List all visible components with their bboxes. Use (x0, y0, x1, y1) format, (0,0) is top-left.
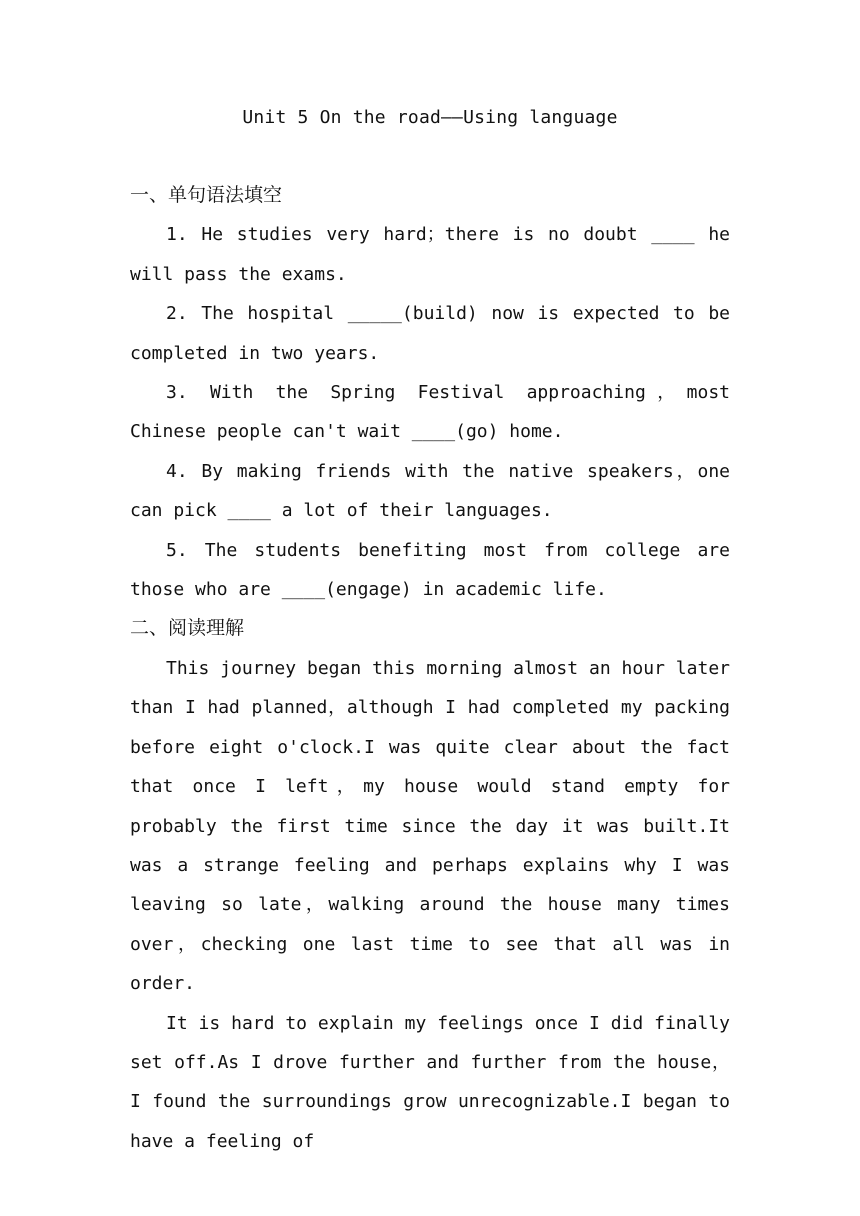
exercise-item-4 (130, 452, 730, 531)
exercise-text: The students benefiting most from college are those who are ____(engage) in academic life. (130, 539, 730, 601)
exercise-text: With the Spring Festival approaching，most Chinese people can't wait ____(go) home. (130, 382, 730, 443)
exercise-text: He studies very hard；there is no doubt ____ he will pass the exams. (130, 224, 730, 285)
reading-passage (130, 649, 730, 1161)
passage-paragraph: It is hard to explain my feelings once I did finally set off.As I drove further and further from the house，I found the surroundings grow unrecognizable.I began to have a feeling of (130, 1012, 730, 1152)
document-body (130, 176, 730, 1161)
section-heading-grammar: 一、单句语法填空 (130, 184, 283, 206)
exercise-number: 2. (166, 303, 188, 325)
exercise-item-2 (130, 294, 730, 373)
exercise-item-3 (130, 373, 730, 452)
exercise-number: 4. (166, 460, 188, 482)
exercise-text: By making friends with the native speakers，one can pick ____ a lot of their languages. (130, 460, 730, 522)
section-heading-reading: 二、阅读理解 (130, 617, 245, 640)
passage-paragraph: This journey began this morning almost an hour later than I had planned，although I had completed my packing before eight o'clock.I was quite clear about the fact that once I left，my house would stand empty for probably the first time since the day it was built.It was a strange feeling and perhaps explains why I was leaving so late，walking around the house many times over，checking one last time to see that all was in order. (130, 657, 730, 995)
exercise-item-1 (130, 215, 730, 294)
exercise-item-5 (130, 531, 730, 610)
exercise-text: The hospital _____(build) now is expected to be completed in two years. (130, 303, 730, 364)
exercise-number: 5. (166, 539, 188, 561)
exercise-number: 3. (166, 382, 188, 404)
exercise-number: 1. (166, 224, 188, 246)
document-title: Unit 5 On the road——Using language (242, 107, 618, 128)
